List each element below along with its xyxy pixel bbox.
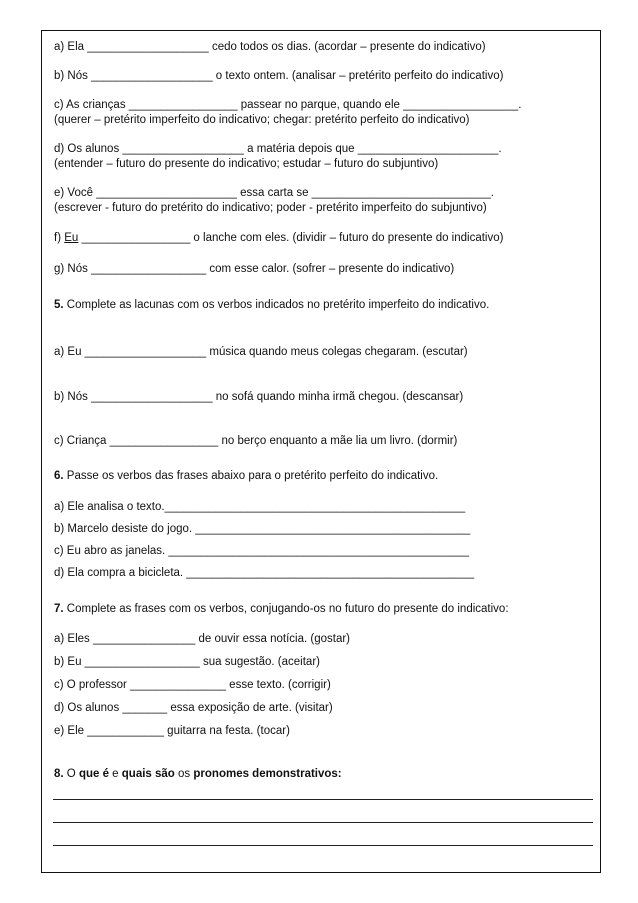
ex4-item-a: a) Ela ___________________ cedo todos os dias. (acordar – presente do indicativo) [54, 41, 486, 53]
ex7-number: 7. [54, 603, 64, 615]
ex5-number: 5. [54, 299, 64, 311]
ex8-text-que-e: que é [78, 768, 109, 780]
ex7-heading [54, 602, 509, 616]
ex6-number: 6. [54, 470, 64, 482]
ex8-text-e: e [108, 768, 122, 780]
ex4-item-f-word: Eu [64, 232, 79, 244]
ex4-item-f-prefix: f) [54, 232, 65, 244]
answer-line-1[interactable] [53, 799, 593, 800]
ex6-item-c: c) Eu abro as janelas. _______________________________________________ [54, 545, 470, 557]
ex6-title: Passe os verbos das frases abaixo para o pretérito perfeito do indicativo. [63, 470, 439, 482]
ex4-item-e-line2: (escrever - futuro do pretérito do indicativo; poder - pretérito imperfeito do subjuntivo) [54, 202, 487, 214]
ex7-item-b: b) Eu __________________ sua sugestão. (aceitar) [54, 656, 320, 668]
ex7-item-e: e) Ele ____________ guitarra na festa. (tocar) [54, 725, 290, 737]
ex4-item-c-line1: c) As crianças _________________ passear no parque, quando ele __________________. [54, 99, 522, 111]
ex8-text-o: O [63, 768, 79, 780]
ex7-item-c: c) O professor _______________ esse texto. (corrigir) [54, 679, 331, 691]
answer-line-3[interactable] [53, 845, 593, 846]
ex6-heading [54, 469, 438, 483]
ex8-number: 8. [54, 768, 64, 780]
ex8-text-pronomes: pronomes demonstrativos: [193, 768, 342, 780]
ex4-item-c-line2: (querer – pretérito imperfeito do indicativo; chegar: pretérito perfeito do indicativo) [54, 114, 470, 126]
ex5-item-c: c) Criança _________________ no berço enquanto a mãe lia um livro. (dormir) [54, 435, 458, 447]
ex7-title: Complete as frases com os verbos, conjugando-os no futuro do presente do indicativo: [63, 603, 509, 615]
ex8-text-quais-sao: quais são [121, 768, 175, 780]
ex4-item-b: b) Nós ___________________ o texto ontem. (analisar – pretérito perfeito do indicativo) [54, 70, 504, 82]
ex4-item-g: g) Nós __________________ com esse calor. (sofrer – presente do indicativo) [54, 263, 455, 275]
ex4-item-e-line1: e) Você ______________________ essa carta se ____________________________. [54, 187, 494, 199]
ex5-title: Complete as lacunas com os verbos indicados no pretérito imperfeito do indicativo. [63, 299, 490, 311]
ex4-item-d-line1: d) Os alunos ___________________ a matéria depois que ______________________. [54, 143, 502, 155]
ex8-text-os: os [174, 768, 194, 780]
ex5-item-b: b) Nós ___________________ no sofá quando minha irmã chegou. (descansar) [54, 391, 464, 403]
ex8-heading [54, 767, 342, 781]
ex4-item-f [54, 231, 503, 245]
ex4-item-f-rest: _________________ o lanche com eles. (dividir – futuro do presente do indicativo) [78, 232, 504, 244]
ex5-heading [54, 298, 489, 312]
ex7-item-d: d) Os alunos _______ essa exposição de arte. (visitar) [54, 702, 333, 714]
ex6-item-b: b) Marcelo desiste do jogo. ___________________________________________ [54, 523, 471, 535]
ex7-item-a: a) Eles ________________ de ouvir essa notícia. (gostar) [54, 633, 351, 645]
ex6-item-d: d) Ela compra a bicicleta. _____________________________________________ [54, 567, 475, 579]
answer-line-2[interactable] [53, 822, 593, 823]
ex4-item-d-line2: (entender – futuro do presente do indicativo; estudar – futuro do subjuntivo) [54, 158, 439, 170]
ex5-item-a: a) Eu ___________________ música quando meus colegas chegaram. (escutar) [54, 346, 468, 358]
ex6-item-a: a) Ele analisa o texto._______________________________________________ [54, 501, 466, 513]
